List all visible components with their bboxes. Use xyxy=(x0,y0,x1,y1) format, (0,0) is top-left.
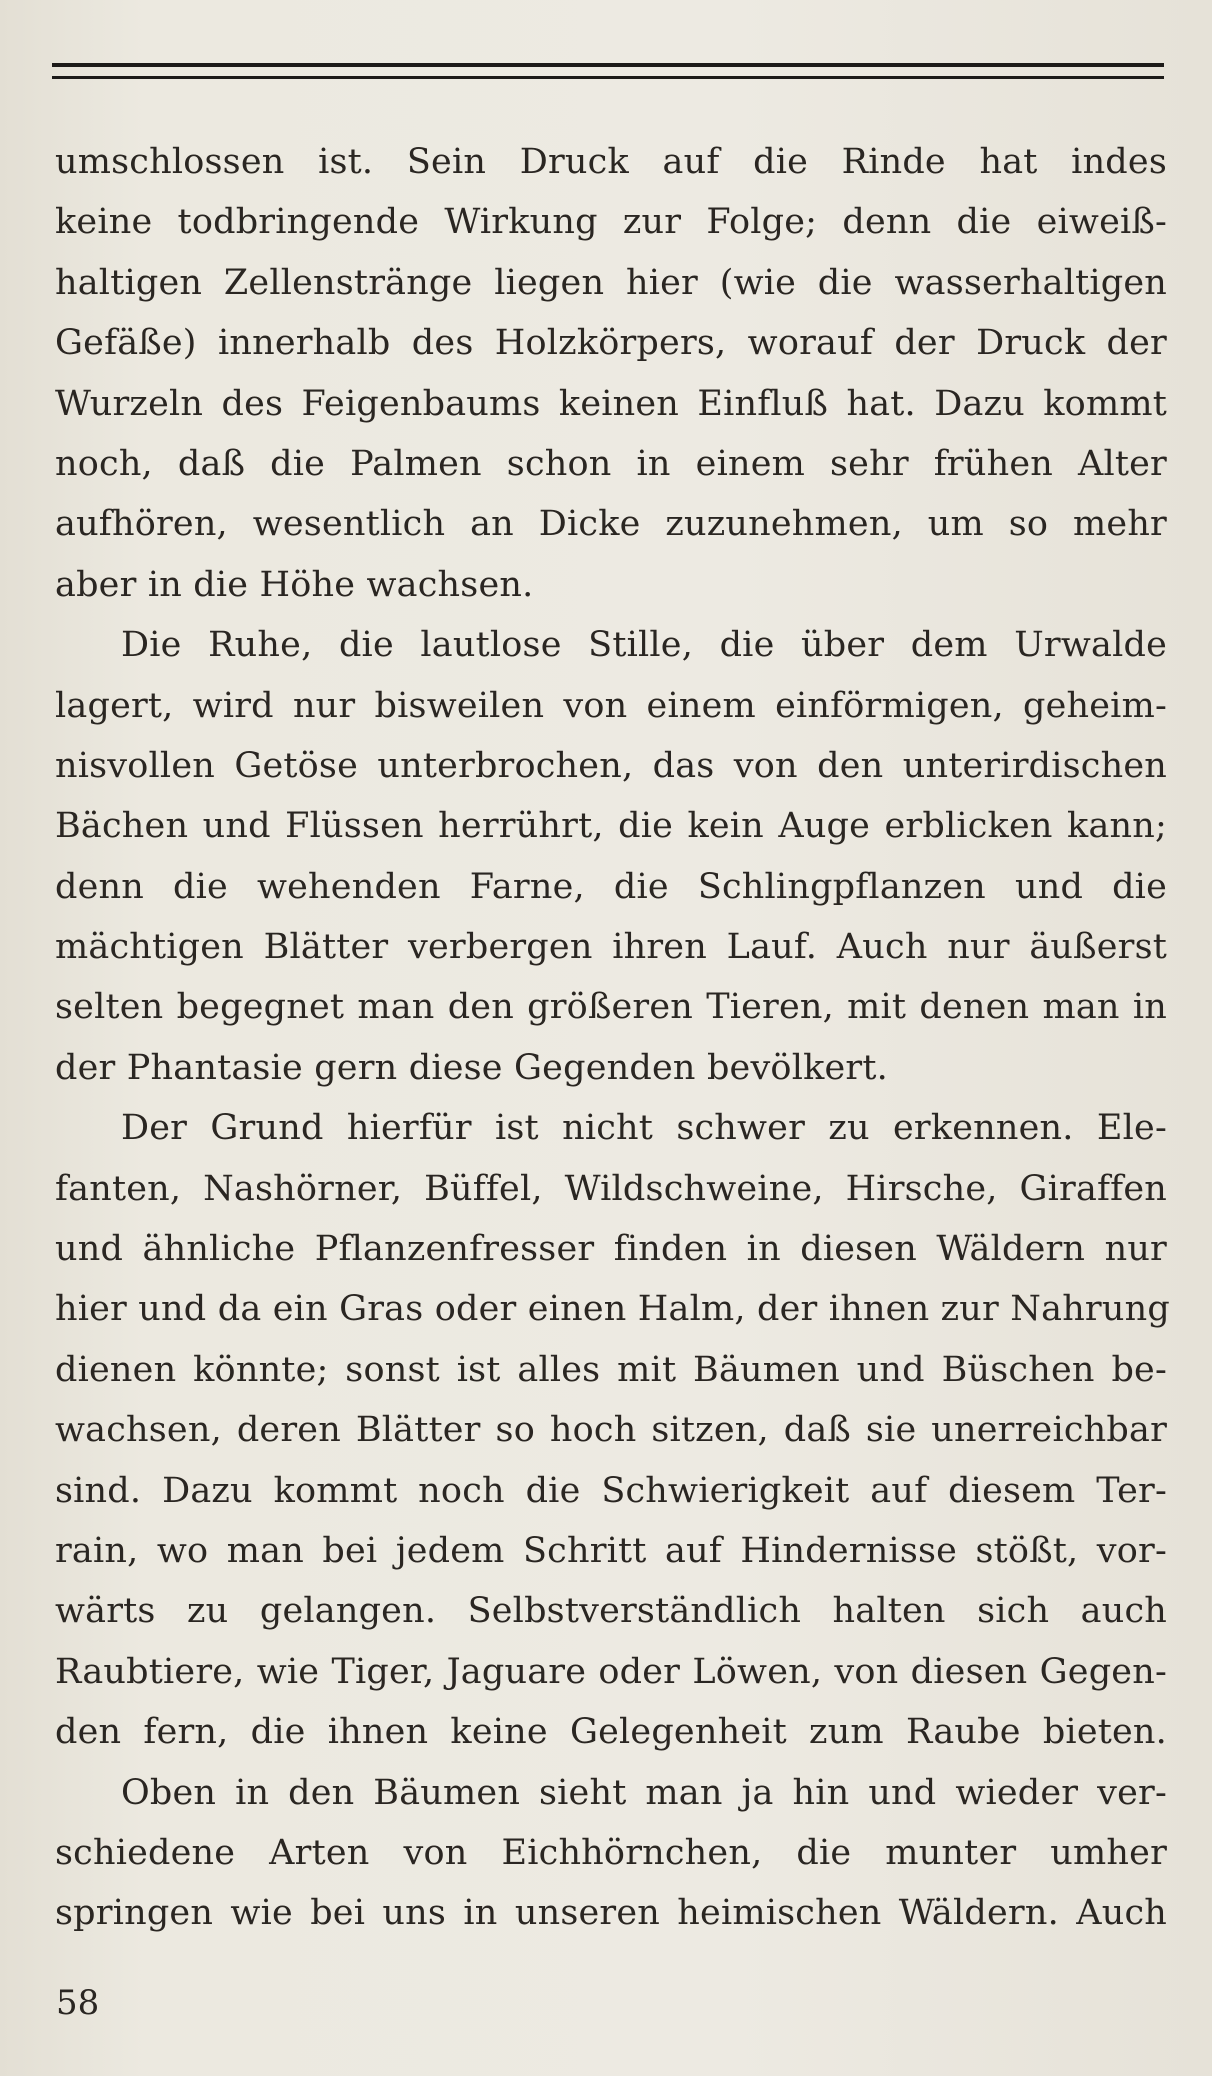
text-line: wachsen, deren Blätter so hoch sitzen, daß sie unerreichbar xyxy=(55,1410,1167,1451)
paragraph-end-line: aber in die Höhe wachsen. xyxy=(55,564,534,605)
page-number: 58 xyxy=(56,1983,100,2023)
text-line: wärts zu gelangen. Selbstverständlich halten sich auch xyxy=(55,1591,1167,1632)
text-line: und ähnliche Pflanzenfresser finden in diesen Wäldern nur xyxy=(55,1229,1167,1270)
paragraph-end-line: den fern, die ihnen keine Gelegenheit zum Raube bieten. xyxy=(55,1712,1167,1753)
text-line: sind. Dazu kommt noch die Schwierigkeit auf diesem Ter- xyxy=(55,1470,1167,1511)
text-line: denn die wehenden Farne, die Schlingpflanzen und die xyxy=(55,866,1167,907)
text-line: Gefäße) innerhalb des Holzkörpers, worauf der Druck der xyxy=(55,323,1167,364)
body-text xyxy=(55,132,1170,1944)
text-line: noch, daß die Palmen schon in einem sehr frühen Alter xyxy=(55,443,1167,484)
text-line: rain, wo man bei jedem Schritt auf Hindernisse stößt, vor- xyxy=(55,1530,1167,1571)
text-line: Raubtiere, wie Tiger, Jaguare oder Löwen, von diesen Gegen- xyxy=(55,1651,1167,1692)
text-line: selten begegnet man den größeren Tieren, mit denen man in xyxy=(55,987,1167,1028)
text-line: nisvollen Getöse unterbrochen, das von den unterirdischen xyxy=(55,745,1167,786)
paragraph-start-line: Der Grund hierfür ist nicht schwer zu erkennen. Ele- xyxy=(121,1108,1167,1149)
paragraph-start-line: Die Ruhe, die lautlose Stille, die über dem Urwalde xyxy=(121,625,1167,666)
text-line: Wurzeln des Feigenbaums keinen Einfluß hat. Dazu kommt xyxy=(55,383,1167,424)
text-line: Bächen und Flüssen herrührt, die kein Auge erblicken kann; xyxy=(55,806,1167,847)
text-line: schiedene Arten von Eichhörnchen, die munter umher xyxy=(55,1832,1167,1873)
text-line: springen wie bei uns in unseren heimischen Wäldern. Auch xyxy=(55,1893,1167,1934)
text-line: fanten, Nashörner, Büffel, Wildschweine, Hirsche, Giraffen xyxy=(55,1168,1167,1209)
header-rule-thick xyxy=(52,63,1164,67)
text-line: haltigen Zellenstränge liegen hier (wie die wasserhaltigen xyxy=(55,262,1167,303)
text-line: aufhören, wesentlich an Dicke zuzunehmen, um so mehr xyxy=(55,504,1167,545)
text-line: lagert, wird nur bisweilen von einem einförmigen, geheim- xyxy=(55,685,1167,726)
text-line: mächtigen Blätter verbergen ihren Lauf. Auch nur äußerst xyxy=(55,927,1167,968)
paragraph-start-line: Oben in den Bäumen sieht man ja hin und wieder ver- xyxy=(121,1772,1167,1813)
text-line: keine todbringende Wirkung zur Folge; denn die eiweiß- xyxy=(55,202,1167,243)
text-line: umschlossen ist. Sein Druck auf die Rinde hat indes xyxy=(55,142,1167,182)
header-rule-thin xyxy=(52,76,1164,79)
text-line: dienen könnte; sonst ist alles mit Bäumen und Büschen be- xyxy=(55,1349,1167,1390)
paragraph-end-line: der Phantasie gern diese Gegenden bevölkert. xyxy=(55,1047,888,1088)
text-line: hier und da ein Gras oder einen Halm, der ihnen zur Nahrung xyxy=(55,1289,1170,1330)
